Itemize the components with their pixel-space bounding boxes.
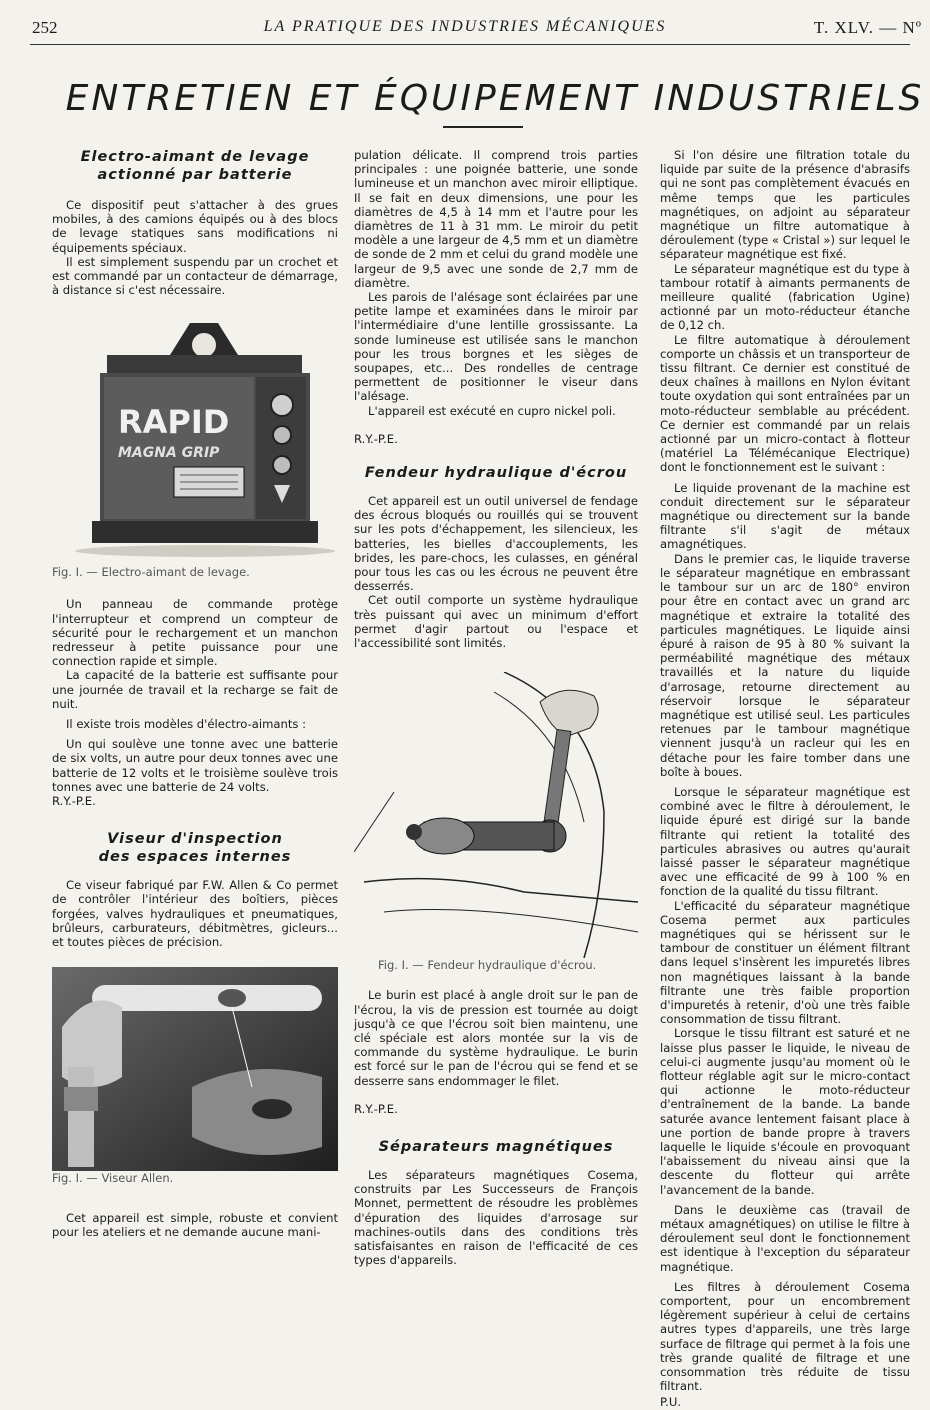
paragraph: Le burin est placé à angle droit sur le pan de l'écrou, la vis de pression est tournée au doigt jusqu'à ce que l'écrou soit bien maintenu, une clé spéciale est alors montée sur la vis de commande du système hydraulique. Le burin est forcé sur le pan de l'écrou qui se fend et se desserre sans endommager le filet. <box>354 988 638 1088</box>
figure-caption: Fig. I. — Viseur Allen. <box>52 1171 174 1186</box>
title-rule <box>443 126 523 128</box>
volume-number: T. XLV. — Nº <box>813 18 922 37</box>
paragraph: Si l'on désire une filtration totale du liquide par suite de la présence d'abrasifs qui ne sont pas complètement évacués en même temps que les particules magnétiques, on adjoint au séparateur magnétique un filtre automatique à déroulement (type « Cristal ») sur lequel le séparateur magnétique est fixé. <box>660 148 910 262</box>
paragraph: Le séparateur magnétique est du type à tambour rotatif à aimants permanents de meilleure qualité (fabrication Ugine) actionné par un moto-réducteur étanche de 0,12 ch. <box>660 261 910 333</box>
page-number: 252 <box>32 18 58 37</box>
running-header <box>0 14 930 44</box>
paragraph: La capacité de la batterie est suffisante pour une journée de travail et la recharge se fait de nuit. <box>52 668 338 711</box>
article-title-line-1: Viseur d'inspection <box>107 831 283 848</box>
column-2 <box>354 148 638 1267</box>
paragraph: Cet appareil est un outil universel de fendage des écrous bloqués ou rouillés qui se trouvent sur les pots d'échappement, les silencieux, les batteries, les bielles d'accouplements, les brides, les pare-chocs, les culasses, en général pour tous les cas ou les écrous ne peuvent être desserrés. <box>354 494 638 594</box>
article-title-line-1: Electro-aimant de levage <box>80 149 310 165</box>
paragraph: Un qui soulève une tonne avec une batterie de six volts, un autre pour deux tonnes avec une batterie de 12 volts et le troisième soulève trois tonnes avec une batterie de 24 volts. <box>52 737 338 794</box>
article-title-electro-aimant <box>52 148 338 184</box>
electro-aimant-image <box>52 315 338 565</box>
brand-sublabel: MAGNA GRIP <box>118 445 220 462</box>
paragraph: Il existe trois modèles d'électro-aimants : <box>66 717 307 732</box>
paragraph: Les filtres à déroulement Cosema comportent, pour un encombrement légèrement supérieur à celui de certains autres types d'appareils, une très large surface de filtrage qui permet à la fois une très grande qualité de filtrage et une consommation très réduite de tissu filtrant. <box>660 1279 910 1394</box>
paragraph: Il est simplement suspendu par un crochet et est commandé par un contacteur de démarrage, à distance si c'est nécessaire. <box>52 254 338 298</box>
column-3 <box>660 148 910 1410</box>
paragraph: Ce viseur fabriqué par F.W. Allen & Co permet de contrôler l'intérieur des boîtiers, pièces forgées, valves hydrauliques et pneumatiques, brûleurs, carburateurs, débitmètres, gicleurs... et toutes pièces de précision. <box>52 878 338 950</box>
column-1 <box>52 148 338 1240</box>
figure-caption: Fig. I. — Electro-aimant de levage. <box>52 565 250 580</box>
paragraph: Le filtre automatique à déroulement comporte un châssis et un transporteur de tissu filtrant. Ce dernier est constitué de deux chaînes à maillons en Nylon évitant toute oxydation qui sont entraînées par un moto-réducteur semblable au précédent. Ce dernier est commandé par un relais actionné par un micro-contact à flotteur (matériel La Télémécanique Electrique) dont le fonctionnement est le suivant : <box>660 332 910 475</box>
signature: P.U. <box>660 1395 682 1410</box>
page-title: ENTRETIEN ET ÉQUIPEMENT INDUSTRIELS <box>65 78 925 119</box>
paragraph: Les séparateurs magnétiques Cosema, construits par Les Successeurs de François Monnet, permettent de résoudre les problèmes d'épuration des liquides d'arrosage sur machines-outils dans des conditions très satisfaisantes en raison de l'efficacité de ces types d'appareils. <box>354 1167 638 1268</box>
fendeur-image <box>354 672 638 958</box>
paragraph: L'efficacité du séparateur magnétique Cosema permet aux particules magnétiques qui se hérissent sur le tambour de constituer un élément filtrant dans lequel s'insèrent les impuretés libres non magnétiques laissant à la bande filtrante une très faible proportion d'impuretés à retenir, d'où une très faible consommation de tissu filtrant. <box>660 898 910 1027</box>
figure-caption: Fig. I. — Fendeur hydraulique d'écrou. <box>378 958 597 973</box>
article-title-separateurs: Séparateurs magnétiques <box>378 1138 614 1155</box>
signature: R.Y.-P.E. <box>354 431 398 446</box>
paragraph: L'appareil est exécuté en cupro nickel poli. <box>368 403 616 418</box>
brand-label: RAPID <box>118 403 230 442</box>
article-title-viseur <box>52 830 338 866</box>
paragraph: Lorsque le tissu filtrant est saturé et ne laisse plus passer le liquide, le niveau de celui-ci augmente jusqu'au moment où le flotteur réglable agit sur le micro-contact qui actionne le moto-réducteur d'entraînement de la bande. La bande saturée avance lentement faisant place à une portion de bande propre à travers laquelle le liquide s'écoule en provoquant l'abaissement du niveau ainsi que la descente du flotteur qui arrête l'avancement de la bande. <box>660 1026 910 1197</box>
article-title-fendeur: Fendeur hydraulique d'écrou <box>364 465 628 482</box>
figure-electro-aimant <box>52 315 338 583</box>
figure-fendeur <box>354 672 638 978</box>
paragraph-start: Cet appareil est simple, robuste et convient pour les ateliers et ne demande aucune mani- <box>52 1211 338 1240</box>
paragraph: Cet outil comporte un système hydraulique très puissant qui avec un minimum d'effort permet d'agir partout ou l'espace et l'accessibilité sont limités. <box>354 593 638 651</box>
paragraph: Ce dispositif peut s'attacher à des grues mobiles, à des camions équipés ou à des blocs de levage statiques sans modifications ni équipements spéciaux. <box>52 198 338 255</box>
paragraph: Le liquide provenant de la machine est conduit directement sur le séparateur magnétique ou directement sur la bande filtrante s'il s'agit de métaux amagnétiques. <box>660 480 910 552</box>
paragraph: Lorsque le séparateur magnétique est combiné avec le filtre à déroulement, le liquide épuré est dirigé sur la bande filtrante qui retient la totalité des particules abrasives ou autres qu'aurait laissé passer le séparateur magnétique avec une efficacité de 99 à 100 % en fonction de la qualité du tissu filtrant. <box>660 784 910 899</box>
paragraph: Les parois de l'alésage sont éclairées par une petite lampe et examinées dans le miroir par l'intermédiaire d'une lentille grossissante. La sonde lumineuse est utilisée sans le manchon pour les trous borgnes et les sièges de soupapes, etc... Des rondelles de centrage permettent de positionner le viseur dans l'alésage. <box>354 290 638 404</box>
figure-viseur <box>52 967 338 1195</box>
viseur-image <box>52 967 338 1171</box>
journal-title: LA PRATIQUE DES INDUSTRIES MÉCANIQUES <box>263 18 667 35</box>
paragraph-continuation: pulation délicate. Il comprend trois parties principales : une poignée batterie, une sonde lumineuse et un manchon avec miroir elliptique. Il se fait en deux dimensions, une pour les diamètres de 4,5 à 14 mm et l'autre pour les diamètres de 11 à 31 mm. Le miroir du petit modèle a une largeur de 4,5 mm et un diamètre de sonde de 2 mm et celui du grand modèle une largeur de 9,5 avec une sonde de 2,7 mm de diamètre. <box>354 148 638 290</box>
signature: R.Y.-P.E. <box>354 1101 398 1116</box>
paragraph: Un panneau de commande protège l'interrupteur et comprend un compteur de sécurité pour le rechargement et un manchon redresseur à petite puissance pour une connection rapide et simple. <box>52 597 338 669</box>
article-title-line-2: des espaces internes <box>98 849 292 866</box>
header-rule <box>30 44 910 45</box>
paragraph: Dans le premier cas, le liquide traverse le séparateur magnétique en embrassant le tambour sur un arc de 180° environ pour être en contact avec un grand arc magnétique et extraire la totalité des particules magnétiques. Le liquide ainsi épuré à raison de 95 à 80 % suivant la perméabilité magnétique des métaux travaillés et la nature du liquide d'arrosage, retourne directement au réservoir lorsque le séparateur magnétique est utilisé seul. Les particules retenues par le tambour magnétique viennent jusqu'à un racleur qui les en détache pour les faire tomber dans une boîte à boues. <box>660 551 910 779</box>
paragraph: Dans le deuxième cas (travail de métaux amagnétiques) on utilise le filtre à déroulement seul dont le fonctionnement est identique à l'exception du séparateur magnétique. <box>660 1202 910 1274</box>
signature: R.Y.-P.E. <box>52 794 96 809</box>
article-title-line-2: actionné par batterie <box>97 167 293 183</box>
